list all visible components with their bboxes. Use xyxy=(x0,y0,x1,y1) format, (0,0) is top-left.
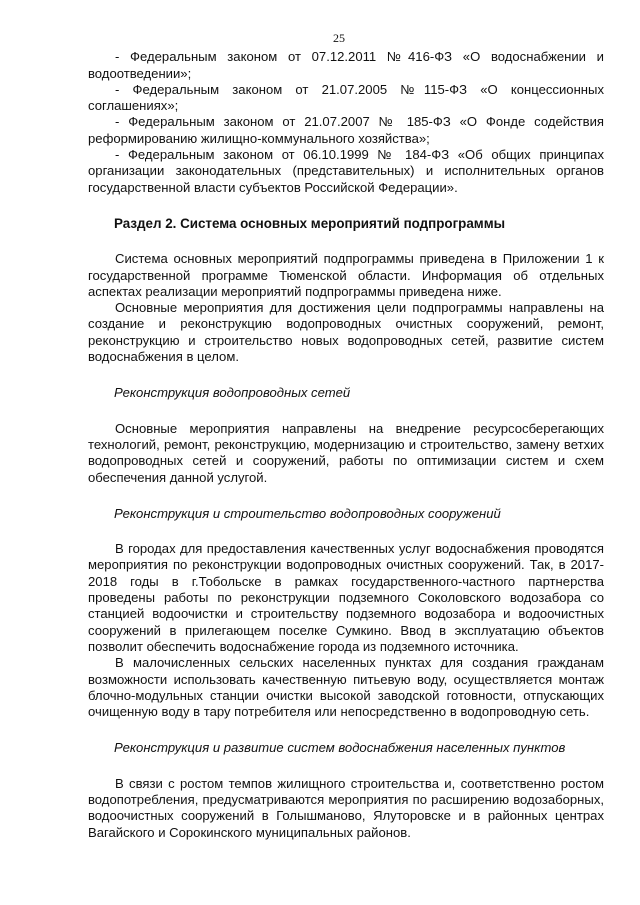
paragraph: В связи с ростом темпов жилищного строительства и, соответственно ростом водопотребления, предусматриваются мероприятия по расширению водозаборных, водоочистных сооружений в Голышманово, Ялуторовске и в районных центрах Вагайского и Сорокинского муниципальных районов. xyxy=(88,775,604,840)
law-item: - Федеральным законом от 06.10.1999 № 184-ФЗ «Об общих принципах организации законодательных (представительных) и исполнительных органов государственной власти субъектов Российской Федерации». xyxy=(88,147,604,195)
subheading-networks: Реконструкция водопроводных сетей xyxy=(114,385,351,401)
law-item: - Федеральным законом от 21.07.2005 №115-ФЗ «О концессионных соглашениях»; xyxy=(88,81,604,114)
subheading-facilities: Реконструкция и строительство водопроводных сооружений xyxy=(114,505,501,521)
facilities-block xyxy=(88,541,604,720)
networks-block xyxy=(88,421,604,486)
paragraph: Система основных мероприятий подпрограммы приведена в Приложении 1 к государственной программе Тюменской области. Информация об отдельных аспектах реализации мероприятий подпрограммы приведена ниже. xyxy=(88,251,604,299)
section-title: Раздел 2. Система основных мероприятий подпрограммы xyxy=(114,215,506,231)
settlements-block xyxy=(88,776,604,841)
intro-block xyxy=(88,251,604,365)
paragraph: В городах для предоставления качественных услуг водоснабжения проводятся мероприятия по реконструкции водопроводных очистных сооружений. Так, в 2017- 2018 годы в г.Тобольске в рамках государственного-частного партнерства проведены работы по реконструкции подземного Соколовского водозабора со станцией водоочистки и строительству подземного водозабора и водоочистных сооружений в прилегающем поселке Сумкино. Ввод в эксплуатацию объектов позволит обеспечить водоснабжение города из подземного источника. xyxy=(88,541,604,654)
law-item: - Федеральным законом от 07.12.2011 №416-ФЗ «О водоснабжении и водоотведении»; xyxy=(88,49,604,81)
paragraph: В малочисленных сельских населенных пунктах для создания гражданам возможности использовать качественную питьевую воду, осуществляется монтаж блочно-модульных станции очистки высокой заводской готовности, отпускающих очищенную воду в тару потребителя или непосредственно в водопроводную сеть. xyxy=(88,655,604,720)
paragraph: Основные мероприятия для достижения цели подпрограммы направлены на создание и реконструкцию водопроводных очистных сооружений, ремонт, реконструкцию и строительство новых водопроводных сетей, развитие систем водоснабжения в целом. xyxy=(88,300,604,365)
paragraph: Основные мероприятия направлены на внедрение ресурсосберегающих технологий, ремонт, реконструкцию, модернизацию и строительство, замену ветхих водопроводных сетей и сооружений, работы по оптимизации систем и схем обеспечения данной услугой. xyxy=(88,420,604,485)
subheading-settlements: Реконструкция и развитие систем водоснабжения населенных пунктов xyxy=(114,740,566,756)
laws-list xyxy=(88,49,604,196)
law-item: - Федеральным законом от 21.07.2007 № 185-ФЗ «О Фонде содействия реформированию жилищно-коммунального хозяйства»; xyxy=(88,114,604,146)
page-number: 25 xyxy=(333,31,345,45)
